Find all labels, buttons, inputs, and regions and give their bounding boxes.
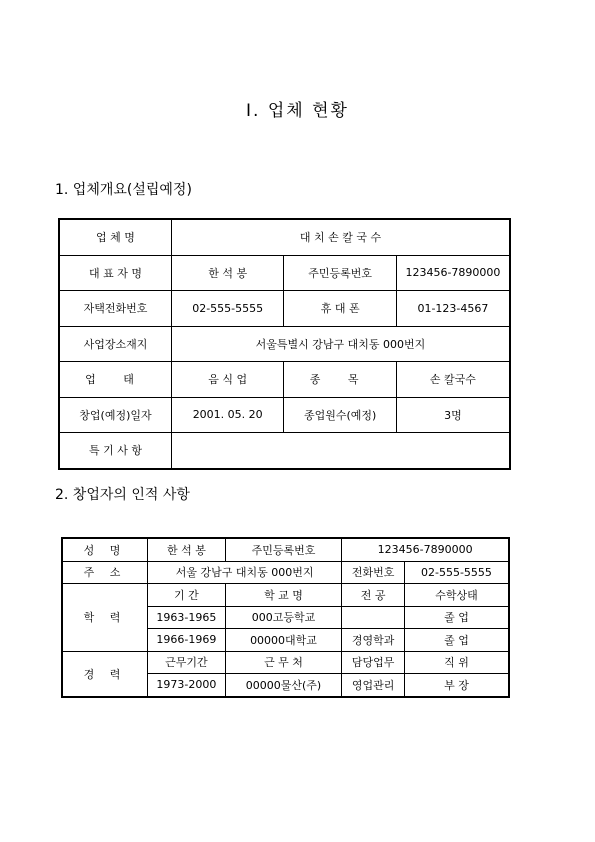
page-title: Ⅰ. 업체 현황 bbox=[246, 101, 349, 121]
label-cell: 업 태 bbox=[59, 362, 171, 398]
label-cell: 휴 대 폰 bbox=[284, 291, 396, 327]
value-cell bbox=[342, 606, 405, 629]
label-cell: 경 력 bbox=[62, 651, 148, 697]
value-cell: 음 식 업 bbox=[171, 362, 284, 398]
value-cell: 123456-7890000 bbox=[342, 538, 509, 561]
header-cell: 직 위 bbox=[404, 651, 509, 674]
table-row bbox=[59, 219, 510, 255]
value-cell: 00000대학교 bbox=[225, 629, 341, 652]
value-cell: 졸 업 bbox=[404, 629, 509, 652]
label-cell: 종업원수(예정) bbox=[284, 397, 396, 433]
value-cell: 서울 강남구 대치동 000번지 bbox=[148, 561, 342, 584]
label-cell: 창업(예정)일자 bbox=[59, 397, 171, 433]
value-cell: 1966-1969 bbox=[148, 629, 226, 652]
header-cell: 근 무 처 bbox=[225, 651, 341, 674]
label-cell: 주민등록번호 bbox=[225, 538, 341, 561]
label-cell: 자택전화번호 bbox=[59, 291, 171, 327]
header-cell: 학 교 명 bbox=[225, 584, 341, 607]
label-cell: 전화번호 bbox=[342, 561, 405, 584]
value-cell: 1973-2000 bbox=[148, 674, 226, 697]
header-cell: 기 간 bbox=[148, 584, 226, 607]
value-cell: 01-123-4567 bbox=[396, 291, 510, 327]
header-cell: 수학상태 bbox=[404, 584, 509, 607]
label-cell: 사업장소재지 bbox=[59, 326, 171, 362]
value-cell: 영업관리 bbox=[342, 674, 405, 697]
value-cell: 대 치 손 칼 국 수 bbox=[171, 219, 510, 255]
company-overview-table bbox=[58, 218, 511, 470]
label-cell: 성 명 bbox=[62, 538, 148, 561]
label-cell: 종 목 bbox=[284, 362, 396, 398]
table-row bbox=[62, 561, 509, 584]
table-row bbox=[59, 255, 510, 291]
value-cell bbox=[171, 433, 510, 469]
table-row bbox=[59, 362, 510, 398]
value-cell: 서울특별시 강남구 대치동 000번지 bbox=[171, 326, 510, 362]
value-cell: 02-555-5555 bbox=[171, 291, 284, 327]
table-row bbox=[62, 538, 509, 561]
header-cell: 전 공 bbox=[342, 584, 405, 607]
table-row bbox=[59, 397, 510, 433]
header-cell: 담당업무 bbox=[342, 651, 405, 674]
value-cell: 3명 bbox=[396, 397, 510, 433]
value-cell: 경영학과 bbox=[342, 629, 405, 652]
value-cell: 000고등학교 bbox=[225, 606, 341, 629]
value-cell: 부 장 bbox=[404, 674, 509, 697]
label-cell: 주민등록번호 bbox=[284, 255, 396, 291]
table-row bbox=[59, 326, 510, 362]
table-row bbox=[59, 433, 510, 469]
table-row bbox=[62, 651, 509, 674]
section2-heading: 2. 창업자의 인적 사항 bbox=[55, 487, 190, 503]
value-cell: 2001. 05. 20 bbox=[171, 397, 284, 433]
label-cell: 업 체 명 bbox=[59, 219, 171, 255]
header-cell: 근무기간 bbox=[148, 651, 226, 674]
value-cell: 졸 업 bbox=[404, 606, 509, 629]
value-cell: 한 석 봉 bbox=[148, 538, 226, 561]
value-cell: 02-555-5555 bbox=[404, 561, 509, 584]
value-cell: 00000물산(주) bbox=[225, 674, 341, 697]
value-cell: 123456-7890000 bbox=[396, 255, 510, 291]
section1-heading: 1. 업체개요(설립예정) bbox=[55, 182, 192, 198]
label-cell: 특 기 사 항 bbox=[59, 433, 171, 469]
label-cell: 학 력 bbox=[62, 584, 148, 652]
label-cell: 주 소 bbox=[62, 561, 148, 584]
value-cell: 손 칼국수 bbox=[396, 362, 510, 398]
table-row bbox=[59, 291, 510, 327]
label-cell: 대 표 자 명 bbox=[59, 255, 171, 291]
table-row bbox=[62, 584, 509, 607]
founder-info-table bbox=[61, 537, 510, 698]
value-cell: 한 석 봉 bbox=[171, 255, 284, 291]
value-cell: 1963-1965 bbox=[148, 606, 226, 629]
